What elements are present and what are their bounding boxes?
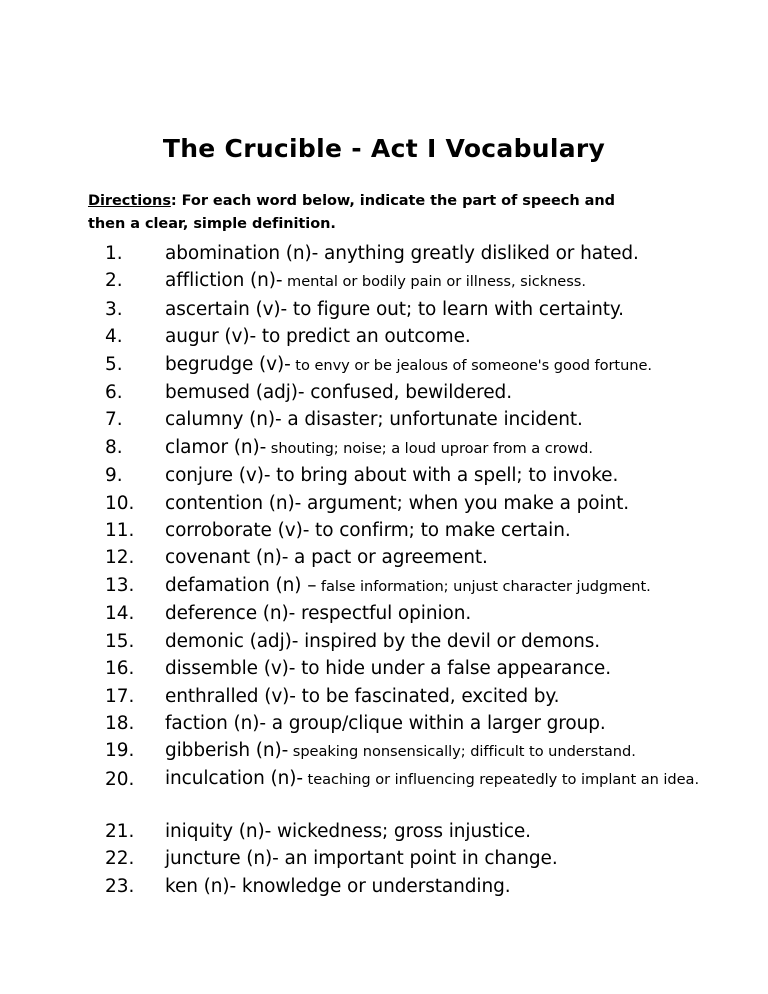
vocabulary-entry: [0, 379, 768, 406]
entry-number: 14.: [105, 603, 135, 625]
directions-text: : For each word below, indicate the part of speech and then a clear, simple definition.: [88, 192, 615, 232]
entry-term: ascertain (v)-: [165, 298, 288, 320]
entry-term: calumny (n)-: [165, 409, 282, 431]
entry-number: 11.: [105, 520, 135, 542]
entry-number: 16.: [105, 658, 135, 680]
entry-definition: knowledge or understanding.: [236, 875, 511, 897]
entry-definition: an important point in change.: [278, 848, 558, 870]
entry-number: 2.: [105, 270, 123, 292]
entry-number: 7.: [105, 409, 123, 431]
entry-term: corroborate (v)-: [165, 520, 310, 542]
entry-term: juncture (n)-: [165, 848, 279, 870]
entry-term: faction (n)-: [165, 712, 266, 734]
entry-term: bemused (adj)-: [165, 382, 305, 404]
entry-term: abomination (n)-: [165, 243, 319, 264]
vocabulary-entry: [0, 490, 768, 517]
entry-number: 6.: [105, 382, 123, 404]
entry-number: 15.: [105, 630, 135, 652]
vocabulary-entry: [0, 628, 768, 655]
vocabulary-entry: [0, 818, 768, 845]
vocabulary-entry: [0, 544, 768, 571]
vocabulary-entry: [0, 323, 768, 350]
vocabulary-entry: [0, 683, 768, 710]
entry-definition: argument; when you make a point.: [301, 492, 630, 514]
entry-number: 1.: [105, 243, 123, 264]
entry-definition: false information; unjust character judgment.: [316, 577, 651, 595]
entry-number: 21.: [105, 820, 135, 842]
vocabulary-list: [0, 240, 768, 900]
entry-definition: anything greatly disliked or hated.: [318, 243, 639, 264]
vocabulary-entry: [0, 710, 768, 737]
vocabulary-entry: [0, 655, 768, 682]
entry-definition: wickedness; gross injustice.: [271, 820, 531, 842]
entry-term: inculcation (n)-: [165, 767, 303, 789]
entry-definition: to envy or be jealous of someone's good fortune.: [290, 356, 653, 374]
entry-definition: to hide under a false appearance.: [295, 658, 611, 680]
entry-definition: shouting; noise; a loud uproar from a crowd.: [266, 439, 593, 457]
entry-definition: confused, bewildered.: [304, 382, 512, 404]
page-title: The Crucible - Act I Vocabulary: [162, 133, 606, 163]
vocabulary-entry: [0, 517, 768, 544]
entry-definition: to predict an outcome.: [256, 326, 471, 348]
entry-term: demonic (adj)-: [165, 630, 299, 652]
entry-definition: to figure out; to learn with certainty.: [287, 298, 624, 320]
entry-definition: a pact or agreement.: [288, 547, 488, 569]
vocabulary-entry: [0, 351, 768, 379]
entry-term: clamor (n)-: [165, 436, 267, 458]
entry-term: contention (n)-: [165, 492, 302, 514]
directions-paragraph: [88, 190, 650, 237]
vocabulary-entry: [0, 873, 768, 900]
entry-number: 12.: [105, 547, 135, 569]
entry-number: 13.: [105, 574, 135, 596]
entry-definition: a disaster; unfortunate incident.: [281, 409, 583, 431]
entry-term: dissemble (v)-: [165, 658, 296, 680]
entry-term: ken (n)-: [165, 875, 237, 897]
entry-definition: speaking nonsensically; difficult to understand.: [288, 743, 636, 761]
vocabulary-entry: [0, 600, 768, 627]
entry-term: iniquity (n)-: [165, 820, 272, 842]
vocabulary-entry: [0, 406, 768, 433]
entry-number: 8.: [105, 436, 123, 458]
entry-number: 5.: [105, 353, 123, 375]
entry-term: defamation (n) –: [165, 574, 317, 596]
vocabulary-entry: [0, 572, 768, 600]
entry-term: covenant (n)-: [165, 547, 289, 569]
entry-number: 10.: [105, 492, 135, 514]
entry-number: 4.: [105, 326, 123, 348]
vocabulary-entry: [0, 267, 768, 295]
vocabulary-entry: [0, 434, 768, 462]
entry-number: 17.: [105, 685, 135, 707]
entry-term: affliction (n)-: [165, 270, 283, 292]
entry-number: 9.: [105, 465, 123, 487]
entry-definition: to confirm; to make certain.: [309, 520, 571, 542]
entry-term: begrudge (v)-: [165, 353, 291, 375]
entry-number: 22.: [105, 848, 135, 870]
entry-term: conjure (v)-: [165, 465, 271, 487]
entry-number: 18.: [105, 712, 135, 734]
vocabulary-entry: [0, 766, 768, 818]
vocabulary-entry: [0, 296, 768, 323]
vocabulary-entry: [0, 845, 768, 872]
entry-definition: mental or bodily pain or illness, sickness.: [282, 273, 586, 291]
vocabulary-entry: [0, 240, 768, 267]
entry-number: 20.: [105, 768, 135, 790]
entry-definition: to bring about with a spell; to invoke.: [270, 465, 619, 487]
entry-definition: inspired by the devil or demons.: [298, 630, 601, 652]
directions-label: Directions: [88, 192, 171, 209]
entry-definition: teaching or influencing repeatedly to implant an idea.: [302, 770, 700, 788]
entry-definition: a group/clique within a larger group.: [265, 712, 606, 734]
vocabulary-entry: [0, 737, 768, 765]
entry-number: 3.: [105, 298, 123, 320]
entry-definition: respectful opinion.: [295, 603, 472, 625]
entry-term: augur (v)-: [165, 326, 257, 348]
entry-term: deference (n)-: [165, 603, 296, 625]
entry-definition: to be fascinated, excited by.: [295, 685, 560, 707]
vocabulary-entry: [0, 462, 768, 489]
entry-term: enthralled (v)-: [165, 685, 296, 707]
entry-number: 19.: [105, 740, 135, 762]
entry-number: 23.: [105, 875, 135, 897]
entry-term: gibberish (n)-: [165, 740, 289, 762]
